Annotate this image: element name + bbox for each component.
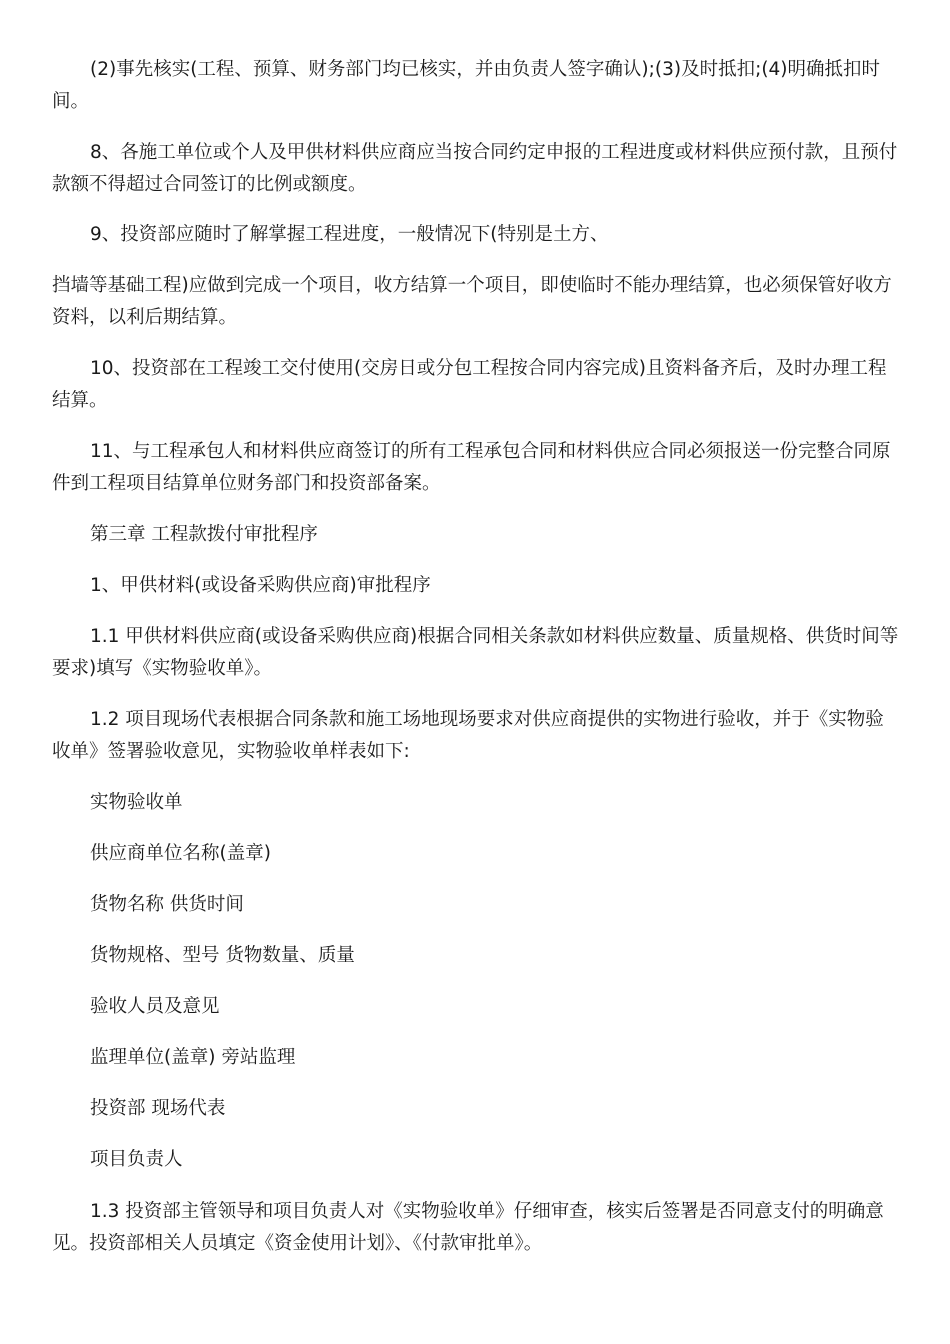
section-heading-1: 1、甲供材料(或设备采购供应商)审批程序 [90,575,431,596]
paragraph-item-9-continued: 挡墙等基础工程)应做到完成一个项目，收方结算一个项目，即使临时不能办理结算，也必须保管好收方资料，以利后期结算。 [52,275,892,328]
form-field-goods-spec: 货物规格、型号 货物数量、质量 [90,945,355,966]
paragraph-item-2: (2)事先核实(工程、预算、财务部门均已核实，并由负责人签字确认);(3)及时抵扣;(4)明确抵扣时间。 [52,59,881,112]
paragraph-1-3: 1.3 投资部主管领导和项目负责人对《实物验收单》仔细审查，核实后签署是否同意支付的明确意见。投资部相关人员填定《资金使用计划》、《付款审批单》。 [52,1201,884,1254]
paragraph-item-9: 9、投资部应随时了解掌握工程进度，一般情况下(特别是土方、 [90,224,609,245]
chapter-heading: 第三章 工程款拨付审批程序 [90,524,318,545]
form-field-supervisor: 监理单位(盖章) 旁站监理 [90,1047,296,1068]
form-title: 实物验收单 [90,792,183,813]
paragraph-1-1: 1.1 甲供材料供应商(或设备采购供应商)根据合同相关条款如材料供应数量、质量规格、供货时间等要求)填写《实物验收单》。 [52,626,899,679]
form-field-goods-name: 货物名称 供货时间 [90,894,244,915]
paragraph-item-11: 11、与工程承包人和材料供应商签订的所有工程承包合同和材料供应合同必须报送一份完整合同原件到工程项目结算单位财务部门和投资部备案。 [52,441,891,494]
paragraph-item-8: 8、各施工单位或个人及甲供材料供应商应当按合同约定申报的工程进度或材料供应预付款，且预付款额不得超过合同签订的比例或额度。 [52,142,898,195]
paragraph-item-10: 10、投资部在工程竣工交付使用(交房日或分包工程按合同内容完成)且资料备齐后，及时办理工程结算。 [52,358,887,411]
form-field-supplier: 供应商单位名称(盖章) [90,843,271,864]
form-field-inspectors: 验收人员及意见 [90,996,220,1017]
form-field-investment-dept: 投资部 现场代表 [90,1098,226,1119]
paragraph-1-2: 1.2 项目现场代表根据合同条款和施工场地现场要求对供应商提供的实物进行验收，并于《实物验收单》签署验收意见，实物验收单样表如下: [52,709,884,762]
form-field-project-lead: 项目负责人 [90,1149,183,1170]
